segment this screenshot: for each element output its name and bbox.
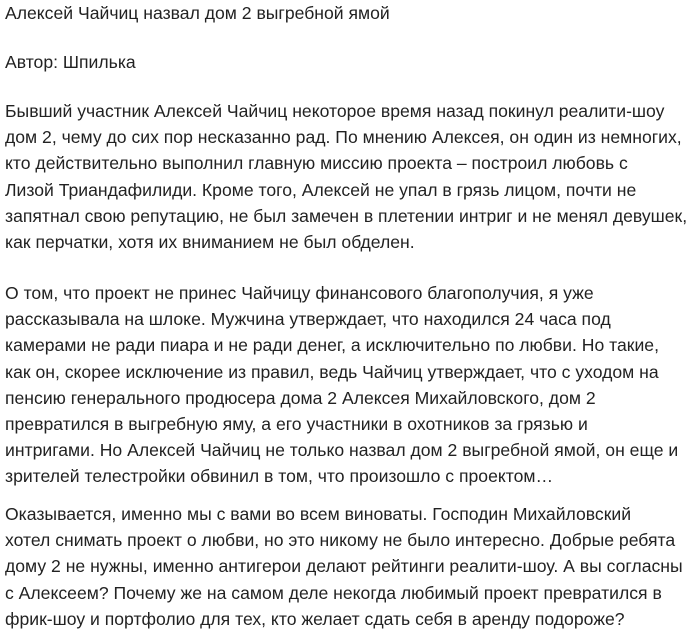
paragraph-line: О том, что проект не принес Чайчицу финансового благополучия, я уже — [5, 283, 594, 303]
article-author: Автор: Шпилька — [5, 52, 136, 72]
paragraph-line: пенсию генерального продюсера дома 2 Алексея Михайловского, дом 2 — [5, 387, 596, 408]
article-paragraph — [5, 98, 687, 255]
paragraph-line: Оказывается, именно мы с вами во всем виноваты. Господин Михайловский — [5, 504, 632, 524]
paragraph-line: фрик-шоу и портфолио для тех, кто желает сдать себя в аренду подороже? — [5, 608, 625, 629]
article-title: Алексей Чайчиц назвал дом 2 выгребной ямой — [5, 3, 390, 23]
paragraph-line: запятнал свою репутацию, не был замечен в плетении интриг и не менял девушек, — [5, 205, 688, 226]
paragraph-line: зрителей телестройки обвинил в том, что произошло с проектом… — [5, 466, 554, 487]
article-paragraph — [5, 280, 678, 490]
paragraph-line: кто действительно выполнил главную миссию проекта – построил любовь с — [5, 153, 628, 174]
paragraph-line: как перчатки, хотя их вниманием не был обделен. — [5, 232, 415, 253]
paragraph-line: рассказывала на шлоке. Мужчина утверждает, что находился 24 часа под — [5, 309, 611, 330]
paragraph-line: превратился в выгребную яму, а его участники в охотников за грязью и — [5, 414, 588, 435]
paragraph-line: с Алексеем? Почему же на самом деле некогда любимый проект превратился в — [5, 582, 662, 603]
paragraph-line: как он, скорее исключение из правил, ведь Чайчиц утверждает, что с уходом на — [5, 361, 659, 382]
paragraph-line: камерами не ради пиара и не ради денег, а исключительно по любви. Но такие, — [5, 335, 659, 356]
article-paragraph — [5, 501, 683, 632]
paragraph-line: дом 2, чему до сих пор несказанно рад. По мнению Алексея, он один из немногих, — [5, 127, 682, 148]
paragraph-line: дому 2 не нужны, именно антигерои делают рейтинги реалити-шоу. А вы согласны — [5, 556, 683, 577]
paragraph-line: Лизой Триандафилиди. Кроме того, Алексей не упал в грязь лицом, почти не — [5, 179, 637, 200]
paragraph-line: Бывший участник Алексей Чайчиц некоторое время назад покинул реалити-шоу — [5, 101, 665, 121]
paragraph-line: интригами. Но Алексей Чайчиц не только назвал дом 2 выгребной ямой, он еще и — [5, 440, 679, 461]
paragraph-line: хотел снимать проект о любви, но это никому не было интересно. Добрые ребята — [5, 530, 676, 551]
